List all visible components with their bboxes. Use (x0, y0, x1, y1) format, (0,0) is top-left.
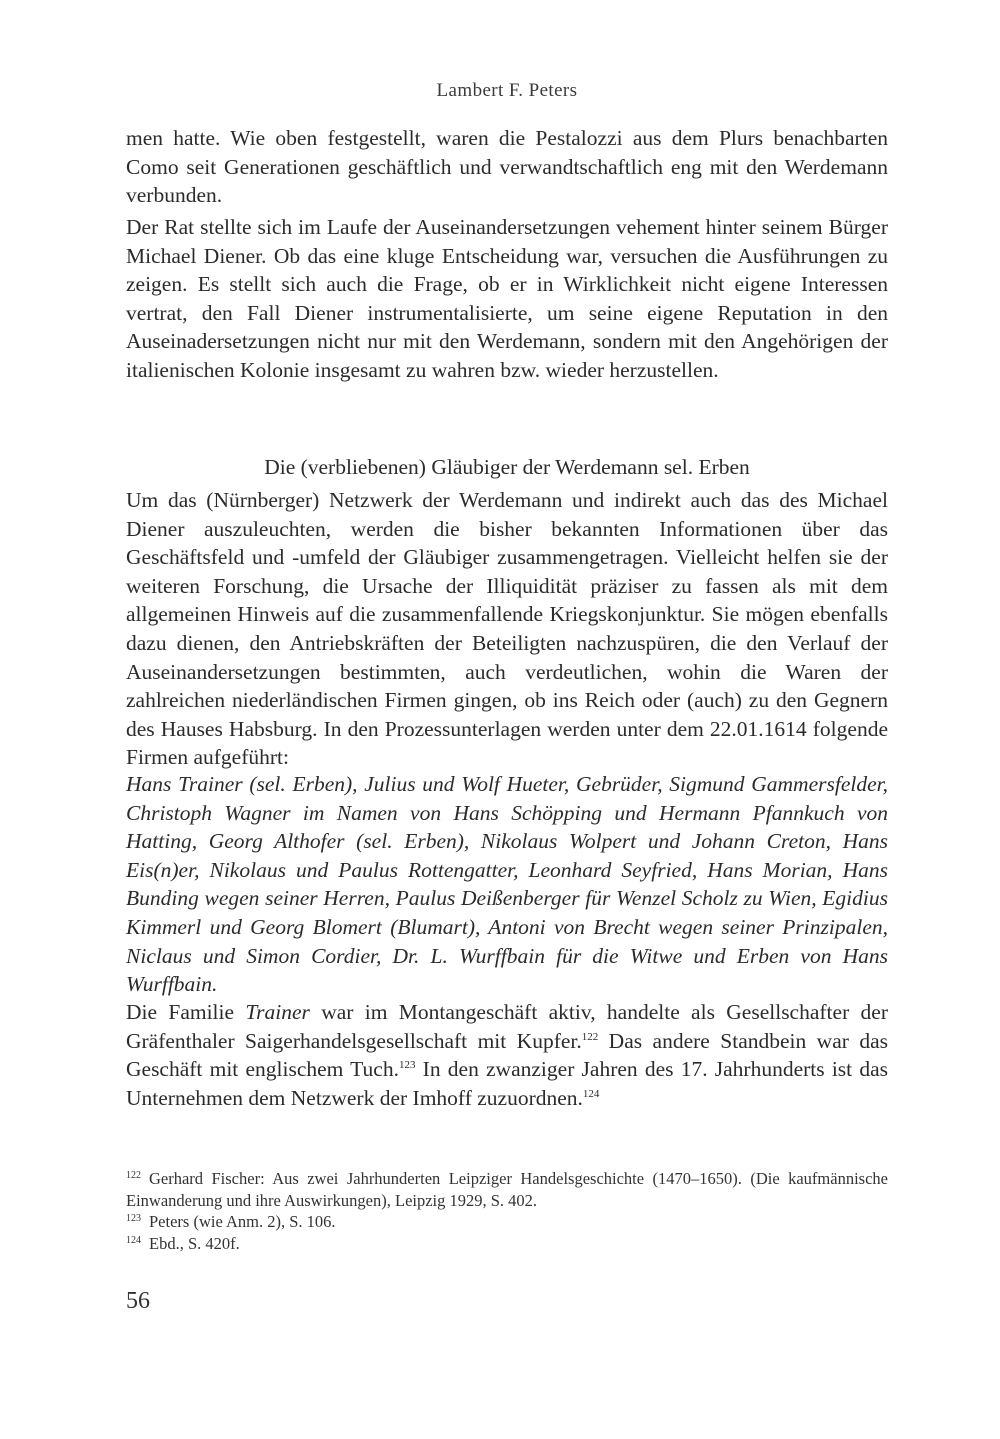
section-heading: Die (verbliebenen) Gläubiger der Werdemann sel. Erben (264, 455, 750, 479)
p5-part-a: Die Familie (126, 1000, 246, 1024)
paragraph-1-text: men hatte. Wie oben festgestellt, waren die Pestalozzi aus dem Plurs benachbarten Como seit Generationen geschäftlich und verwandtschaftlich eng mit den Werdemann verbunden. (126, 126, 888, 208)
footnote-ref-124[interactable]: 124 (582, 1087, 600, 1100)
paragraph-3-text: Um das (Nürnberger) Netzwerk der Werdemann und indirekt auch das des Michael Diener auszuleuchten, werden die bisher bekannten Informationen über das Geschäftsfeld und -umfeld der Gläubiger zusammengetragen. Vielleicht helfen sie der weiteren Forschung, die Ursache der Illiquidität präziser zu fassen als mit dem allgemeinen Hinweis auf die zusammenfallende Kriegskonjunktur. Sie mögen ebenfalls dazu dienen, den Antriebskräften der Beteiligten nachzuspüren, die den Verlauf der Auseinandersetzungen bestimmten, auch verdeutlichen, wohin die Waren der zahlreichen niederländischen Firmen gingen, ob ins Reich oder (auch) zu den Gegnern des Hauses Habsburg. In den Prozessunterlagen werden unter dem 22.01.1614 folgende Firmen aufgeführt: (126, 488, 888, 770)
running-head: Lambert F. Peters (436, 80, 578, 101)
p5-trainer: Trainer (245, 1000, 310, 1024)
creditor-list (126, 770, 888, 999)
p5-part-e: In den zwanziger Jahren des 17. Jahrhunderts ist das Unternehmen dem Netzwerk der Imhoff zuzuordnen. (126, 1057, 888, 1110)
p5-part-c: war im Montangeschäft aktiv, handelte als Gesellschafter der Gräfenthaler Saigerhandelsgesellschaft mit Kupfer. (126, 1000, 888, 1053)
footnote-ref-123[interactable]: 123 (398, 1059, 416, 1072)
paragraph-5-text (126, 998, 888, 1112)
p5-part-d: Das andere Standbein war das Geschäft mit englischem Tuch. (126, 1028, 888, 1082)
paragraph-5 (126, 998, 888, 1112)
footnote-123 (126, 1211, 888, 1233)
paragraph-1 (126, 124, 888, 210)
footnote-124 (126, 1233, 888, 1255)
footnote-text: Ebd., S. 420f. (149, 1233, 240, 1253)
footnote-number: 124 (126, 1234, 141, 1246)
footnote-ref-122[interactable]: 122 (581, 1030, 599, 1043)
paragraph-2 (126, 213, 888, 385)
footnote-text: Peters (wie Anm. 2), S. 106. (149, 1212, 336, 1231)
footnote-text: Gerhard Fischer: Aus zwei Jahrhunderten Leipziger Handelsgeschichte (1470–1650). (Die kaufmännische Einwanderung und ihre Auswirkungen), Leipzig 1929, S. 402. (126, 1169, 888, 1210)
footnote-number: 123 (126, 1213, 141, 1224)
paragraph-2-text: Der Rat stellte sich im Laufe der Auseinandersetzungen vehement hinter seinem Bürger Michael Diener. Ob das eine kluge Entscheidung war, versuchen die Ausführungen zu zeigen. Es stellt sich auch die Frage, ob er in Wirklichkeit nicht eigene Interessen vertrat, den Fall Diener instrumentalisierte, um seine eigene Reputation in den Auseinadersetzungen nicht nur mit den Werdemann, sondern mit den Angehörigen der italienischen Kolonie insgesamt zu wahren bzw. wieder herzustellen. (126, 215, 888, 382)
footnote-122 (126, 1168, 888, 1211)
page-number: 56 (126, 1288, 150, 1314)
footnote-number: 122 (126, 1170, 141, 1181)
footnotes (126, 1168, 888, 1254)
paragraph-3 (126, 486, 888, 772)
creditor-list-text: Hans Trainer (sel. Erben), Julius und Wolf Hueter, Gebrüder, Sigmund Gammersfelder, Christoph Wagner im Namen von Hans Schöpping und Hermann Pfannkuch von Hatting, Georg Althofer (sel. Erben), Nikolaus Wolpert und Johann Creton, Hans Eis(n)er, Nikolaus und Paulus Rottengatter, Leonhard Seyfried, Hans Morian, Hans Bunding wegen seiner Herren, Paulus Deißenberger für Wenzel Scholz zu Wien, Egidius Kimmerl und Georg Blomert (Blumart), Antoni von Brecht wegen seiner Prinzipalen, Niclaus und Simon Cordier, Dr. L. Wurffbain für die Witwe und Erben von Hans Wurffbain. (126, 772, 888, 997)
